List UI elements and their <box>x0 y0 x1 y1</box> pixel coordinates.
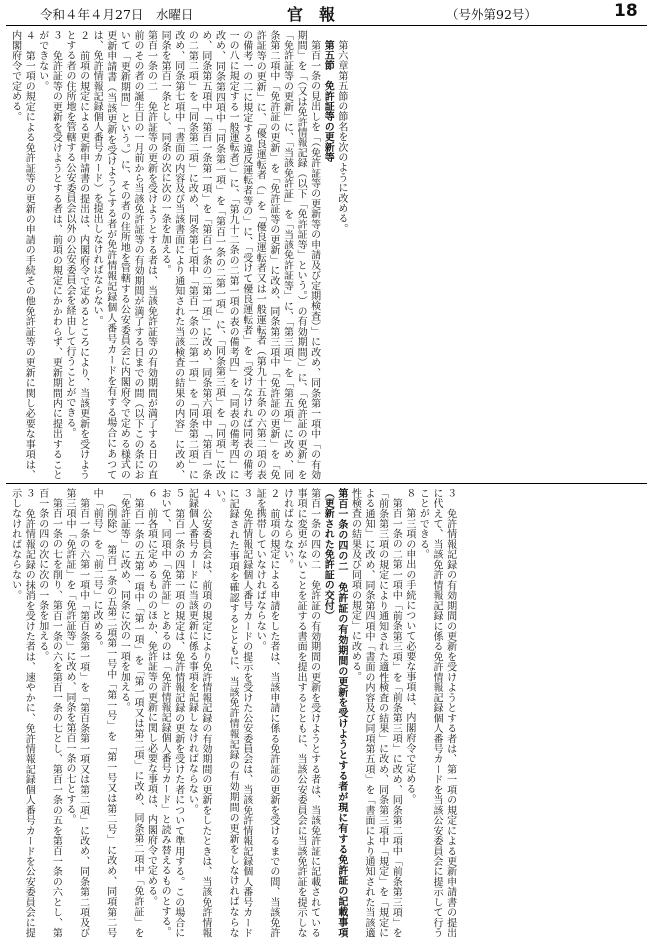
paragraph: 第百一条の七を削り、第百一条の六を第百一条の七とし、第百一条の五を第百一条の六とし、第百一条の四の次に次の一条を加える。 <box>36 488 62 938</box>
paragraph: ２ 前項の規定による更新申請書の提出は、内閣府令で定めるところにより、当該更新を受けようとする者の住所地を管轄する公安委員会以外の公安委員会を経由して行うことができる。 <box>63 30 89 480</box>
paragraph: 第百一条の見出しを「（免許証等の更新等の申請及び定期検査）」に改め、同条第一項中「の有効期間」を「（又は免許情報記録（以下「免許証等」という。）の有効期間）」に、「免許証の更新」を「免許証等の更新」に、「当該免許証」を「当該免許証等」に、「第三項」を「第五項」に改め、同条第二項中「免許証の更新」を「免許証等の更新」に改め、同条第三項中「免許証の更新」を「免許証等の更新」に、「優良運転者（」を「優良運転者又は一般運転者（第九十五条の六第二項の表の備考一の二に規定する違反運転者等の」に、「受けて優良運転者」を「受けなければ同表の備考一の八に規定する一般運転者）」に、「第九十二条の二第一項の表の備考四」を「同表の備考四」に改め、同条第四項中「同条第一項」を「第百一条の二第一項」に、「同条第三項」を「同項」に改め、同条第五項中「第百一条第一項」を「第百一条の二第一項」に改め、同条第六項中「第百一条の二第二項」を「同条第二項」に改め、同条第七項中「第百一条の二第一項」を「同条第二項」に改め、同条第七項中「書面の内容及び当該書面により通知された当該検査の結果の内容」に改め、同条を第百一条とし、同条の次に次の一条を加える。 <box>159 30 320 480</box>
paragraph: 第百一条の六第一項中「第百条第一項」を「第百条第一項又は第二項」に改め、同条第二項及び第三項中「免許証」を「免許証等」に改め、同条を第百一条の七とする。 <box>63 488 89 938</box>
paragraph: ４ 公安委員会は、前項の規定により免許情報記録の有効期間の更新をしたときは、当該免許情報記録個人番号カードに当該更新に係る事項を記録しなければならない。 <box>186 488 211 938</box>
article: 第百一条の二 免許証等の更新を受けようとする者は、当該免許証等の有効期間が満了する日の直前のその者の誕生日の一月前から当該免許証等の有効期間が満了する日までの間（以下この条において「更新期間」という。）に、その者の住所地を管轄する公安委員会に内閣府令で定める様式の更新申請書（当該更新を受けようとする者が免許情報記録個人番号カードを有する場合にあつては、免許情報記録個人番号カード）を提出しなければならない。 <box>91 30 157 480</box>
paragraph: ３ 免許情報記録の有効期間の更新を受けようとする者は、第一項の規定による更新申請書の提出に代えて、当該免許情報記録に係る免許情報記録個人番号カードを当該公安委員会に提示して行うことができる。 <box>417 488 456 938</box>
paragraph: ８ 第三項の申出の手続について必要な事項は、内閣府令で定める。 <box>403 488 415 805</box>
paragraph: 第六章第五節の節名を次のように改める。 <box>335 40 347 234</box>
article: 第百一条の四の二 免許証の有効期間の更新を受けようとする者は、当該免許証に記載されている事項に変更がないことを証する書面を提出するとともに、当該公安委員会に当該免許証を提示しなければならない。 <box>281 488 320 938</box>
issue-date: 令和４年４月27日 水曜日 <box>40 7 194 22</box>
article-heading: 第百一条の四の二 免許証の有効期間の更新を受けようとする者が現に有する免許証の記載事項（更新された免許証の交付） <box>322 488 347 938</box>
paragraph: ３ 免許情報記録個人番号カードの提示を受けた公安委員会は、当該免許情報記録個人番号カードに記録された事項を確認するとともに、当該免許情報記録の有効期間の更新をしなければならない。 <box>213 488 252 938</box>
page-number: 18 <box>614 1 638 21</box>
section-heading: 第五節 免許証等の更新等 <box>322 40 334 163</box>
paragraph: 第百一条の二第一項中「前条第三項」を「前条第三項」に改め、同条第二項中「前条第三項」を「前条第三項の規定により通知された適性検査の結果」に改め、同条第三項中「規定」を「規定による通知」に改め、同条第四項中「書面の内容及び同項第五項」を「書面により通知された当該適性検査の結果及び同項の規定」に改める。 <box>349 488 402 938</box>
paragraph: ３ 免許証等の更新を受けようとする者は、前項の規定にかかわらず、更新期間内に提出することができない。 <box>36 30 62 480</box>
paragraph: ４ 第一項の規定による免許証等の更新の申請の手続その他免許証等の更新に関し必要な事項は、内閣府令で定める。 <box>9 30 35 480</box>
issue-number: （号外第92号） <box>446 7 537 22</box>
paragraph: 第百一条の五第一項中「第一項」を「第一項又は第二項」に改め、同条第二項中「免許証」を「免許証等」に改め、同条に次の一項を加える。 <box>118 488 143 938</box>
paragraph: ５ 第百一条の四第一項の規定は、免許情報記録の更新を受けた者について準用する。この場合において、同項中「免許証」とあるのは「免許情報記録個人番号カード」と読み替えるものとする。 <box>159 488 184 938</box>
paragraph: （削除） 第百一条の五第二項第一号中「第一号」を「第一号又は第二号」に改め、同項第二号中「前号」を「前二号」に改める。 <box>91 488 116 938</box>
paragraph: ３ 免許情報記録の抹消を受けた者は、速やかに、免許情報記録個人番号カードを公安委員会に提示しなければならない。 <box>9 488 35 938</box>
page-header <box>0 0 653 26</box>
section-divider <box>6 483 647 484</box>
paragraph: ２ 前項の規定による申請をした者は、当該申請に係る免許証の更新を受けるまでの間、当該免許証を携帯していなければならない。 <box>254 488 279 938</box>
gazette-title: 官報 <box>287 5 352 24</box>
paragraph: ６ 前各項に定めるもののほか、免許証等の更新に関し必要な事項は、内閣府令で定める。 <box>145 488 157 907</box>
top-text-section <box>8 30 646 480</box>
header-rule <box>6 25 647 26</box>
bottom-text-section <box>8 488 646 938</box>
